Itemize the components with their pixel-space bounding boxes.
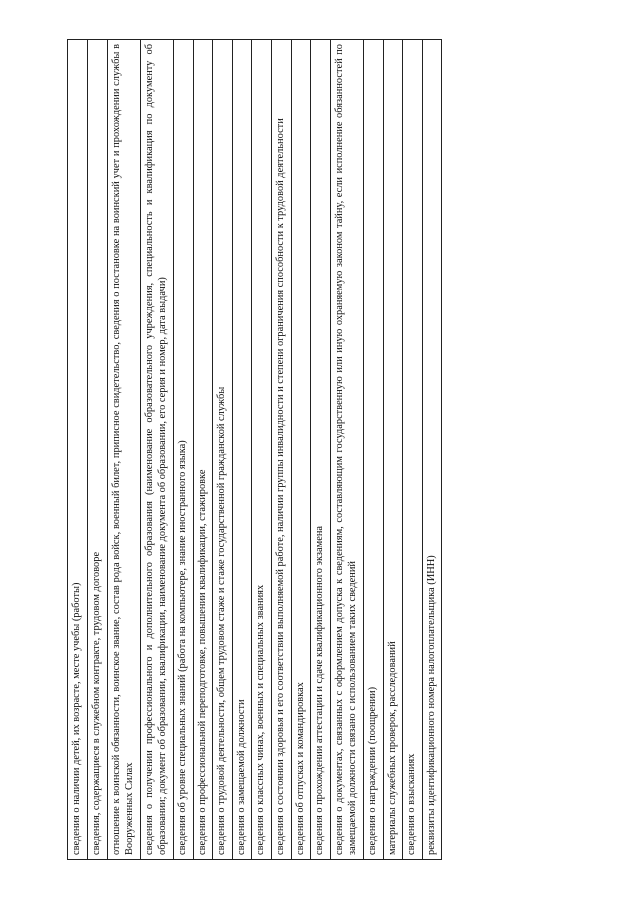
table-cell: сведения о профессиональной переподготовке, повышении квалификации, стажировке: [193, 40, 213, 860]
table-cell: сведения о классных чинах, военных и специальных званиях: [252, 40, 272, 860]
table-cell: сведения об уровне специальных знаний (работа на компьютере, знание иностранного языка): [173, 40, 193, 860]
table-row: [213, 40, 233, 860]
table-row: [311, 40, 331, 860]
table-cell: отношение к воинской обязанности, воинское звание, состав рода войск, военный билет, приписное свидетельство, сведения о постановке на воинский учет и прохождении службы в Вооруженных Силах: [107, 40, 140, 860]
rotated-table-container: [67, 40, 569, 860]
table-row: [330, 40, 363, 860]
table-cell: материалы служебных проверок, расследований: [383, 40, 403, 860]
personal-data-table: [67, 39, 442, 860]
table-cell: сведения о замещаемой должности: [232, 40, 252, 860]
table-row: [383, 40, 403, 860]
table-row: [88, 40, 108, 860]
table-cell: реквизиты идентификационного номера налогоплательщика (ИНН): [422, 40, 442, 860]
table-row: [291, 40, 311, 860]
table-row: [140, 40, 173, 860]
table-cell: сведения об отпусках и командировках: [291, 40, 311, 860]
table-row: [68, 40, 88, 860]
table-row: [107, 40, 140, 860]
table-row: [422, 40, 442, 860]
table-row: [252, 40, 272, 860]
table-cell: сведения о документах, связанных с оформлением допуска к сведениям, составляющим государственную или иную охраняемую законом тайну, если исполнение обязанностей по замещаемой должности связано с использованием таких сведений: [330, 40, 363, 860]
table-cell: сведения о прохождении аттестации и сдаче квалификационного экзамена: [311, 40, 331, 860]
table-row: [403, 40, 423, 860]
table-row: [173, 40, 193, 860]
table-row: [232, 40, 252, 860]
table-cell: сведения о состоянии здоровья и его соответствии выполняемой работе, наличии группы инвалидности и степени ограничения способности к трудовой деятельности: [271, 40, 291, 860]
table-cell: сведения о наличии детей, их возрасте, месте учебы (работы): [68, 40, 88, 860]
table-row: [271, 40, 291, 860]
table-cell: сведения о награждении (поощрении): [363, 40, 383, 860]
table-row: [363, 40, 383, 860]
table-cell: сведения о получении профессионального и дополнительного образования (наименование образовательного учреждения, специальность и квалификация по документу об образовании; документ об образовании, квалификации, наименование документа об образовании, его серия и номер, дата выдачи): [140, 40, 173, 860]
table-row: [193, 40, 213, 860]
table-cell: сведения о взысканиях: [403, 40, 423, 860]
table-cell: сведения, содержащиеся в служебном контракте, трудовом договоре: [88, 40, 108, 860]
table-cell: сведения о трудовой деятельности, общем трудовом стаже и стаже государственной гражданской службы: [213, 40, 233, 860]
